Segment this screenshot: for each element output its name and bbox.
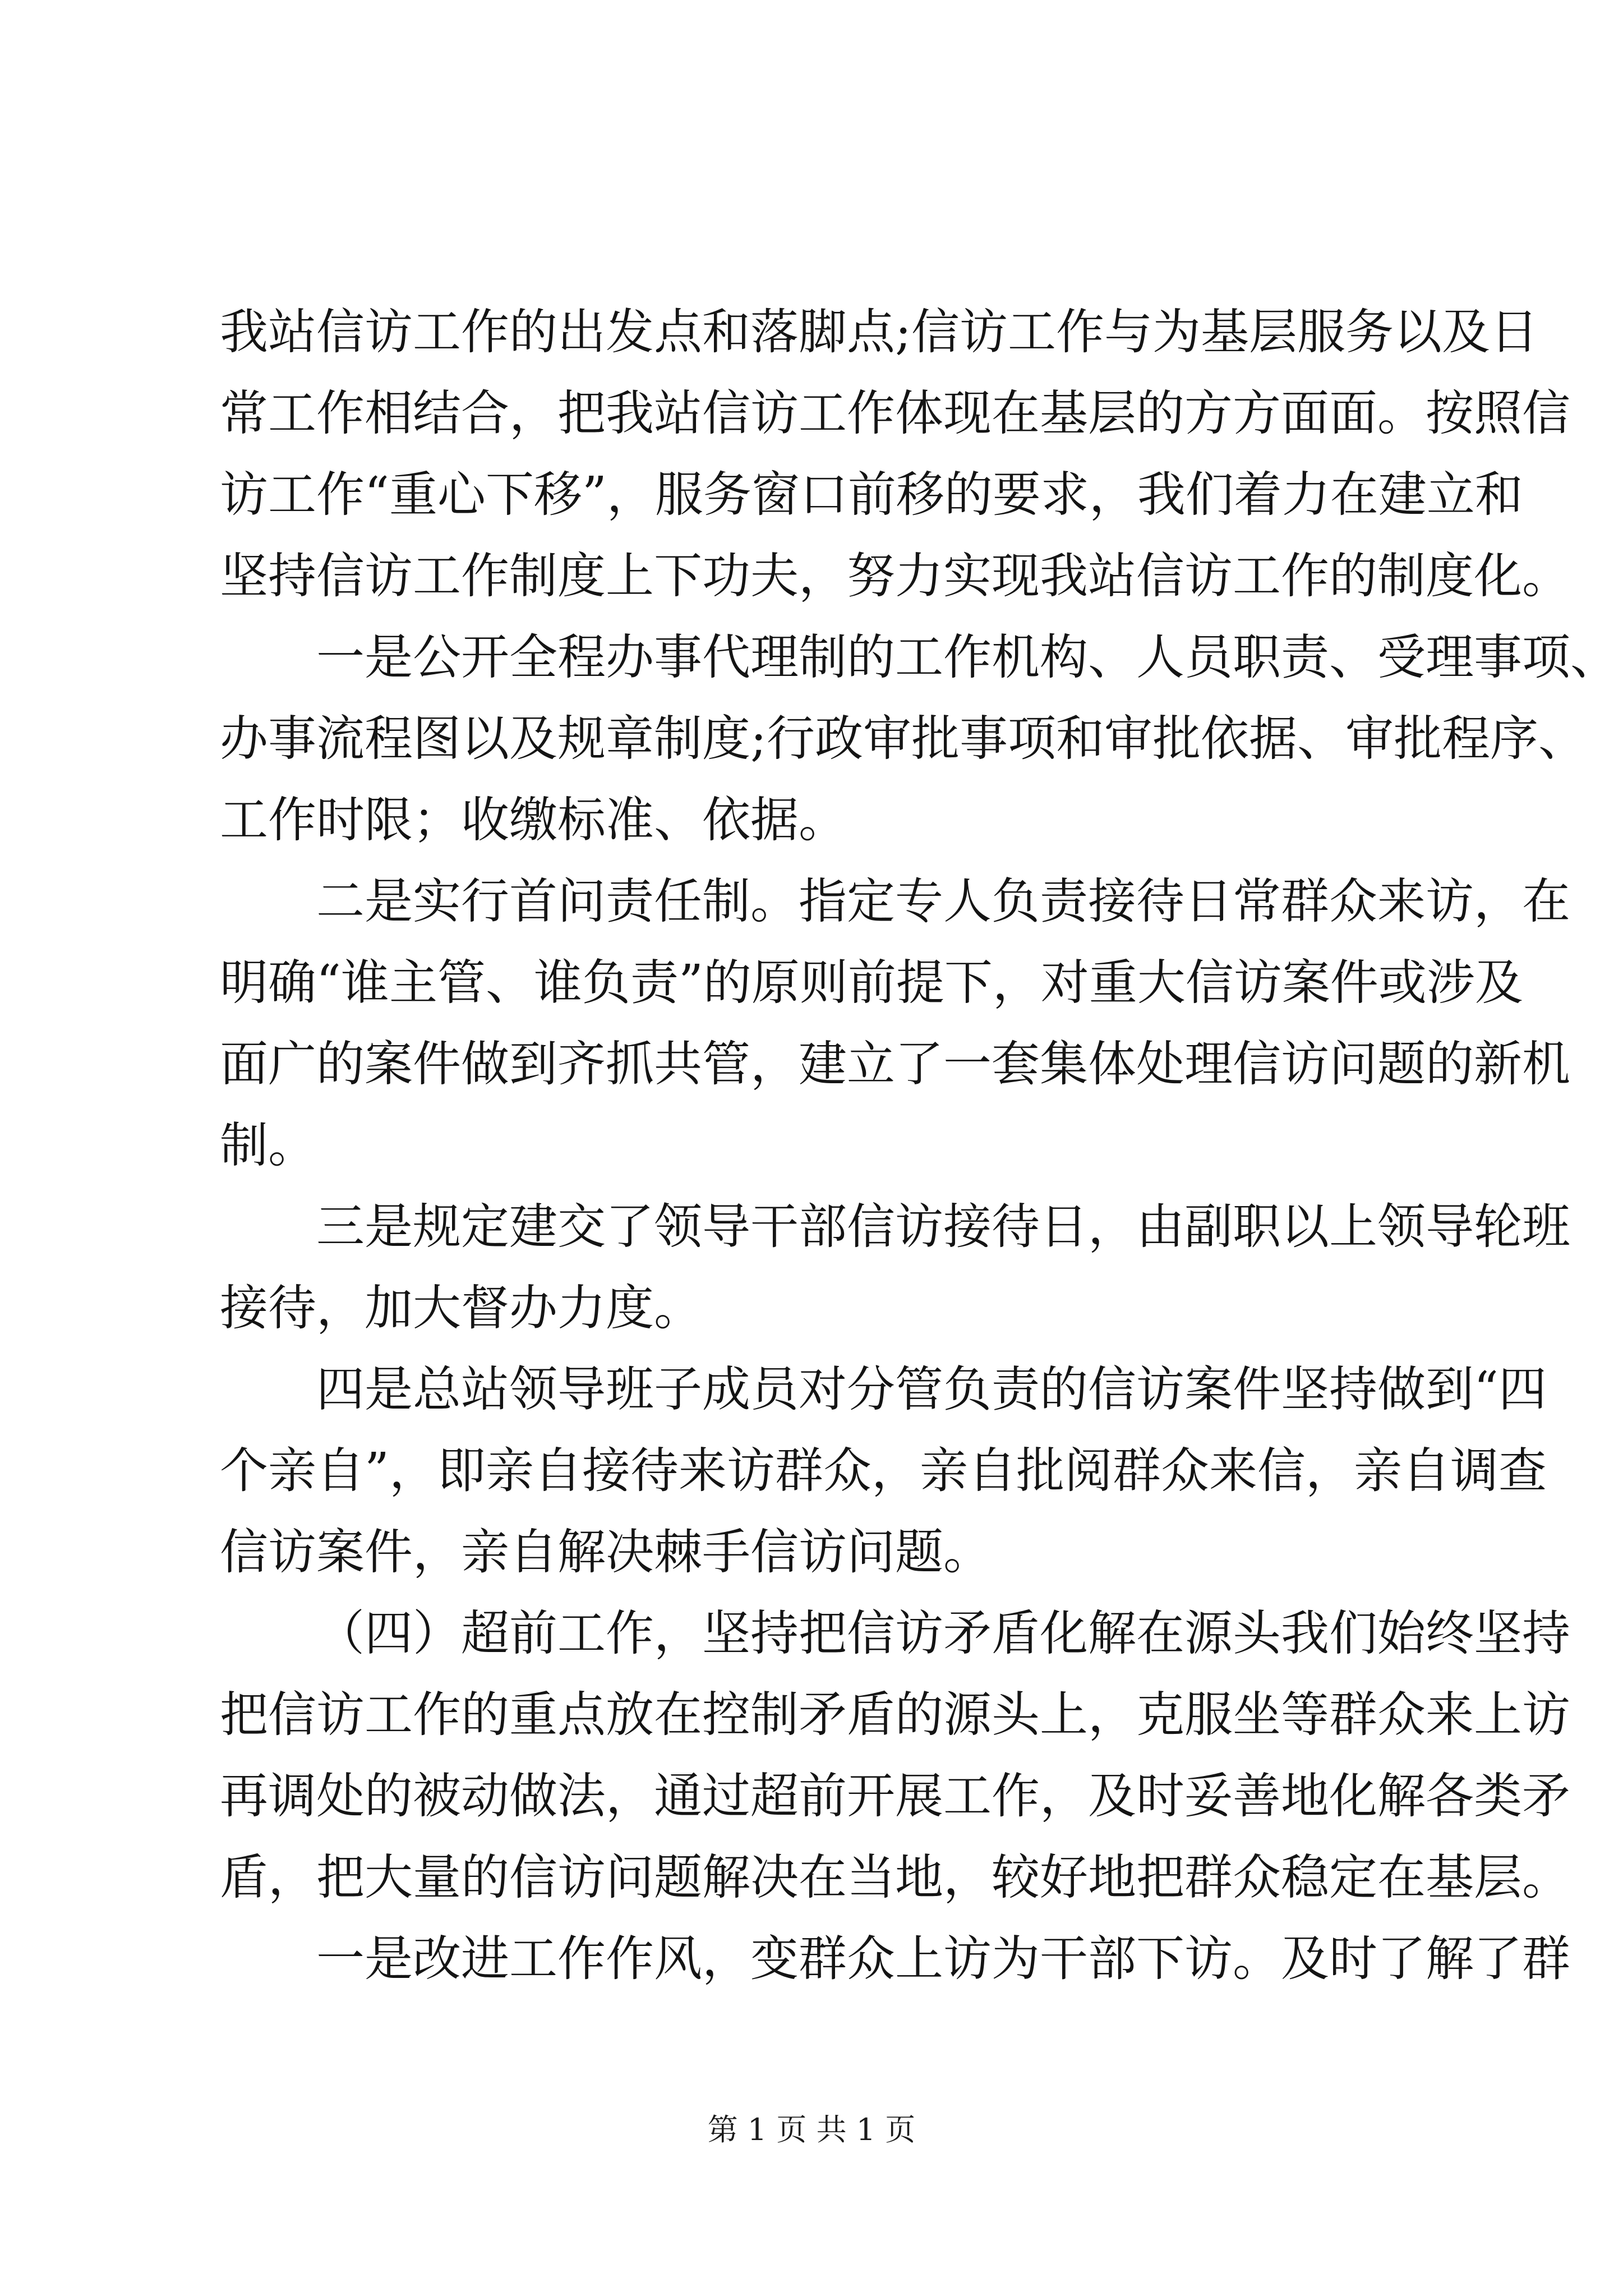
paragraph-1 — [220, 292, 1570, 617]
text-line: （四）超前工作，坚持把信访矛盾化解在源头我们始终坚持 — [316, 1605, 1570, 1662]
page-footer: 第 1 页 共 1 页 — [707, 2112, 916, 2147]
text-line: 信访案件，亲自解决棘手信访问题。 — [220, 1524, 992, 1580]
text-line: 制。 — [220, 1117, 316, 1174]
text-line: 工作时限；收缴标准、依据。 — [220, 792, 847, 848]
text-line: 三是规定建交了领导干部信访接待日，由副职以上领导轮班 — [316, 1199, 1570, 1255]
text-line: 盾，把大量的信访问题解决在当地，较好地把群众稳定在基层。 — [220, 1849, 1570, 1906]
paragraph-4 — [220, 1186, 1570, 1349]
paragraph-6 — [220, 1593, 1570, 1918]
text-line: 访工作“重心下移”，服务窗口前移的要求，我们着力在建立和 — [220, 467, 1523, 523]
text-line: 坚持信访工作制度上下功夫，努力实现我站信访工作的制度化。 — [220, 548, 1570, 604]
text-line: 一是改进工作作风，变群众上访为干部下访。及时了解了群 — [316, 1931, 1570, 1987]
text-line: 明确“谁主管、谁负责”的原则前提下，对重大信访案件或涉及 — [220, 955, 1523, 1011]
text-line: 接待，加大督办力度。 — [220, 1280, 702, 1336]
paragraph-5 — [220, 1349, 1547, 1593]
text-line: 个亲自”，即亲自接待来访群众，亲自批阅群众来信，亲自调查 — [220, 1443, 1547, 1499]
document-body — [220, 292, 1619, 2000]
text-line: 办事流程图以及规章制度;行政审批事项和审批依据、审批程序、 — [220, 711, 1587, 767]
paragraph-2 — [220, 617, 1619, 861]
paragraph-3 — [220, 861, 1570, 1186]
text-line: 常工作相结合，把我站信访工作体现在基层的方方面面。按照信 — [220, 385, 1570, 441]
text-line: 我站信访工作的出发点和落脚点;信访工作与为基层服务以及日 — [220, 304, 1538, 360]
text-line: 再调处的被动做法，通过超前开展工作，及时妥善地化解各类矛 — [220, 1768, 1570, 1824]
text-line: 一是公开全程办事代理制的工作机构、人员职责、受理事项、 — [316, 629, 1619, 685]
text-line: 二是实行首问责任制。指定专人负责接待日常群众来访，在 — [316, 873, 1570, 930]
text-line: 把信访工作的重点放在控制矛盾的源头上，克服坐等群众来上访 — [220, 1687, 1570, 1743]
text-line: 四是总站领导班子成员对分管负责的信访案件坚持做到“四 — [316, 1361, 1547, 1418]
paragraph-7 — [220, 1918, 1570, 2000]
text-line: 面广的案件做到齐抓共管，建立了一套集体处理信访问题的新机 — [220, 1036, 1570, 1092]
